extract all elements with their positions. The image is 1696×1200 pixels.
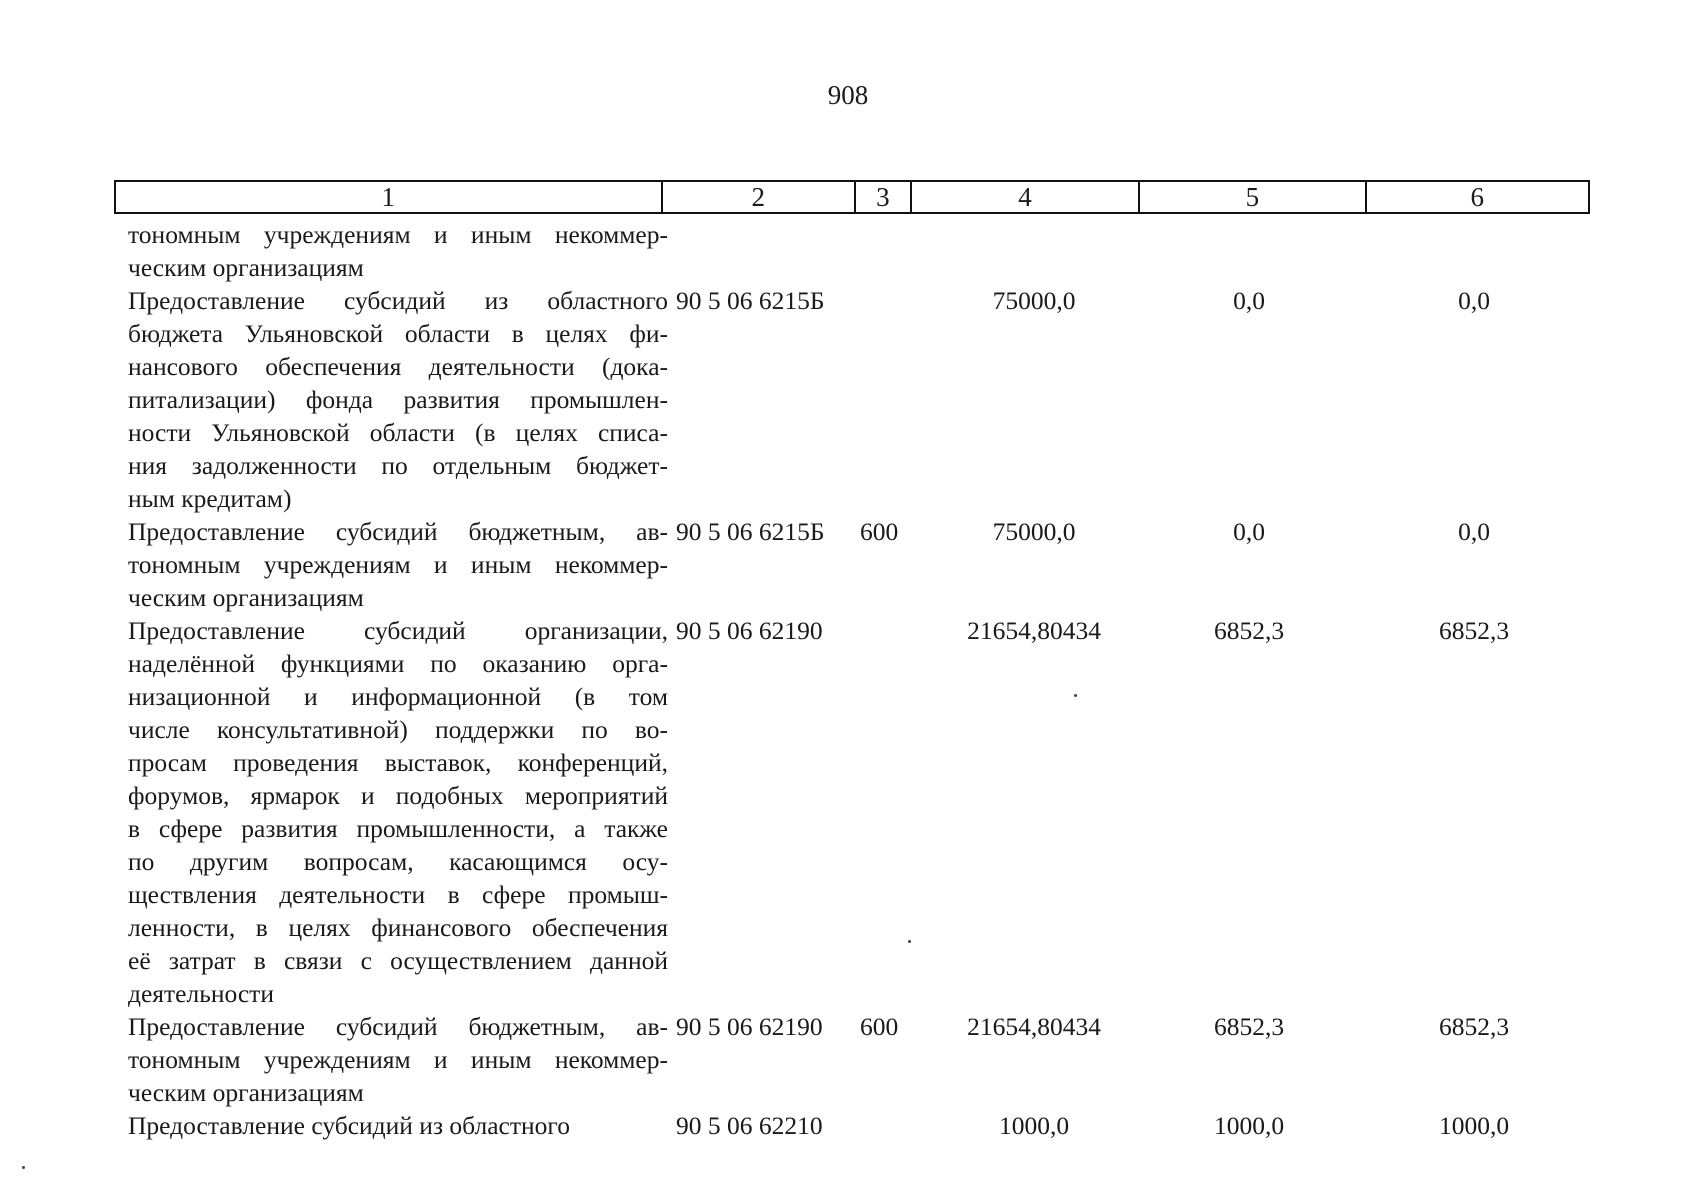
table-row — [114, 515, 1590, 614]
expense-type-cell: 600 — [860, 1012, 899, 1041]
header-col-5: 5 — [1140, 182, 1366, 212]
amount-col6-cell: 0,0 — [1458, 286, 1490, 315]
description-line: Предоставление субсидий из областного — [128, 286, 668, 315]
budget-code-cell: 90 5 06 6215Б — [676, 517, 825, 546]
row-description — [114, 515, 668, 614]
amount-col4-cell: 21654,80434 — [967, 1012, 1101, 1041]
header-col-4: 4 — [912, 182, 1140, 212]
description-line: по другим вопросам, касающимся осу- — [128, 847, 668, 876]
description-line: деятельности — [128, 979, 274, 1008]
description-line: просам проведения выставок, конференций, — [128, 748, 668, 777]
table-row — [114, 284, 1590, 515]
description-line: ния задолженности по отдельным бюджет- — [128, 451, 668, 480]
description-line: ческим организациям — [128, 253, 364, 282]
row-description — [114, 614, 668, 1010]
scan-speck — [1074, 694, 1077, 697]
table-row — [114, 1010, 1590, 1109]
description-line: ческим организациям — [128, 1078, 364, 1107]
amount-col5-cell: 0,0 — [1233, 286, 1265, 315]
amount-col6-cell: 1000,0 — [1438, 1111, 1510, 1140]
row-description — [114, 1010, 668, 1109]
description-line: тономным учреждениям и иным некоммер- — [128, 550, 668, 579]
amount-col5-cell: 6852,3 — [1213, 1012, 1285, 1041]
description-line: в сфере развития промышленности, а также — [128, 814, 668, 843]
amount-col6-cell: 0,0 — [1458, 517, 1490, 546]
description-line: наделённой функциями по оказанию орга- — [128, 649, 668, 678]
amount-col4-cell: 21654,80434 — [967, 616, 1101, 645]
description-line: Предоставление субсидий организации, — [128, 616, 668, 645]
table-row — [114, 218, 1590, 284]
description-line: Предоставление субсидий бюджетным, ав- — [128, 1012, 668, 1041]
description-line: питализации) фонда развития промышлен- — [128, 385, 668, 414]
budget-code-cell: 90 5 06 62190 — [676, 616, 823, 645]
description-line: числе консультативной) поддержки по во- — [128, 715, 668, 744]
description-line: ленности, в целях финансового обеспечения — [128, 913, 668, 942]
description-line: форумов, ярмарок и подобных мероприятий — [128, 781, 668, 810]
description-line: её затрат в связи с осуществлением данной — [128, 946, 668, 975]
description-line: ности Ульяновской области (в целях списа- — [128, 418, 668, 447]
table-body — [114, 218, 1590, 1142]
amount-col4-cell: 75000,0 — [992, 286, 1076, 315]
amount-col4-cell: 75000,0 — [992, 517, 1076, 546]
table-header — [114, 180, 1590, 214]
description-line: бюджета Ульяновской области в целях фи- — [128, 319, 668, 348]
header-col-6: 6 — [1470, 182, 1485, 212]
row-description — [114, 284, 668, 515]
scan-speck — [22, 1166, 25, 1169]
amount-col6-cell: 6852,3 — [1438, 1012, 1510, 1041]
amount-col5-cell: 0,0 — [1233, 517, 1265, 546]
description-line: низационной и информационной (в том — [128, 682, 668, 711]
expense-type-cell: 600 — [860, 517, 899, 546]
table-row — [114, 1109, 1590, 1142]
amount-col6-cell: 6852,3 — [1438, 616, 1510, 645]
header-col-2: 2 — [663, 182, 856, 212]
description-line: ществления деятельности в сфере промыш- — [128, 880, 668, 909]
row-description — [114, 218, 668, 284]
budget-code-cell: 90 5 06 62210 — [676, 1111, 823, 1140]
budget-code-cell: 90 5 06 62190 — [676, 1012, 823, 1041]
amount-col4-cell: 1000,0 — [998, 1111, 1070, 1140]
scan-speck — [908, 940, 911, 943]
header-col-3: 3 — [856, 182, 912, 212]
page-number: 908 — [827, 80, 869, 110]
description-line: Предоставление субсидий из областного — [128, 1111, 570, 1140]
description-line: нансового обеспечения деятельности (дока- — [128, 352, 668, 381]
description-line: тономным учреждениям и иным некоммер- — [128, 1045, 668, 1074]
row-description — [114, 1109, 668, 1142]
header-col-1: 1 — [116, 182, 663, 212]
description-line: Предоставление субсидий бюджетным, ав- — [128, 517, 668, 546]
amount-col5-cell: 6852,3 — [1213, 616, 1285, 645]
budget-code-cell: 90 5 06 6215Б — [676, 286, 825, 315]
description-line: ческим организациям — [128, 583, 364, 612]
amount-col5-cell: 1000,0 — [1213, 1111, 1285, 1140]
description-line: тономным учреждениям и иным некоммер- — [128, 220, 668, 249]
table-row — [114, 614, 1590, 1010]
description-line: ным кредитам) — [128, 484, 292, 513]
